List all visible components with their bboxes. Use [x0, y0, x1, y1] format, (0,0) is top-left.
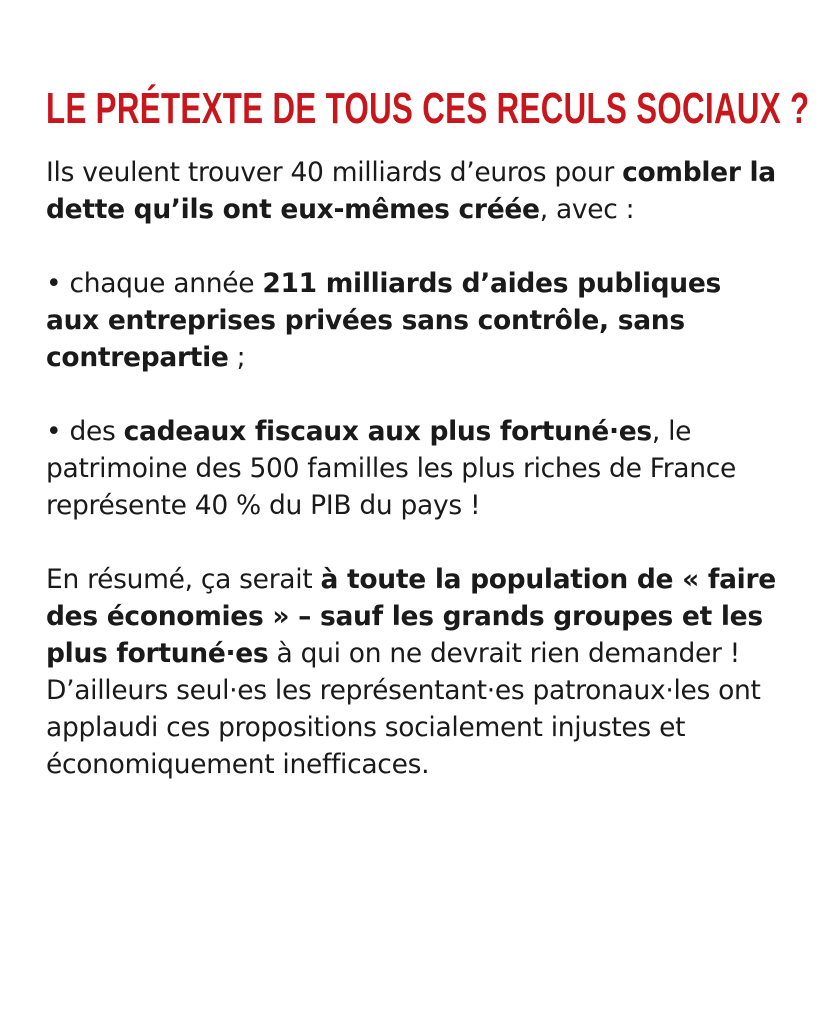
intro-paragraph [46, 154, 779, 228]
summary-lead: En résumé, ça serait [46, 564, 321, 595]
page-title: LE PRÉTEXTE DE TOUS CES RECULS SOCIAUX ? [46, 84, 810, 133]
intro-text: Ils veulent trouver 40 milliards d’euros pour [46, 157, 623, 188]
bullet-tax-lead: • des [46, 416, 124, 447]
summary-paragraph [46, 561, 779, 783]
bullet-public-aid [46, 265, 779, 376]
intro-emphasis: combler la dette qu’ils ont eux-mêmes créée [46, 157, 776, 225]
intro-tail: , avec : [539, 194, 635, 225]
summary-emphasis: à toute la population de « faire des économies » – sauf les grands groupes et les plus fortuné·es [46, 564, 776, 669]
bullet-aid-tail: ; [228, 342, 246, 373]
bullet-aid-lead: • chaque année [46, 268, 263, 299]
spacer [46, 524, 779, 561]
bullet-tax-emphasis: cadeaux fiscaux aux plus fortuné·es [123, 416, 652, 447]
bullet-tax-gifts [46, 413, 779, 524]
bullet-aid-emphasis: 211 milliards d’aides publiques aux entreprises privées sans contrôle, sans contrepartie [46, 268, 721, 373]
summary-tail: à qui on ne devrait rien demander ! D’ailleurs seul·es les représentant·es patronaux·les ont applaudi ces propositions socialement injustes et économiquement inefficaces. [46, 638, 761, 780]
spacer [46, 228, 779, 265]
bullet-tax-tail: , le patrimoine des 500 familles les plus riches de France représente 40 % du PIB du pays ! [46, 416, 737, 521]
spacer [46, 376, 779, 413]
